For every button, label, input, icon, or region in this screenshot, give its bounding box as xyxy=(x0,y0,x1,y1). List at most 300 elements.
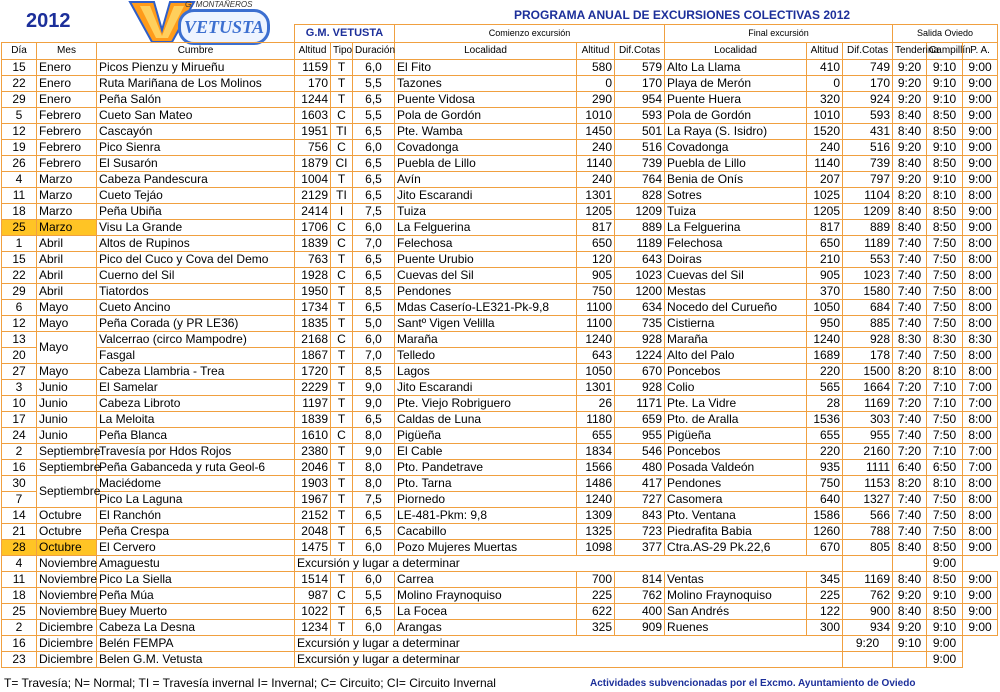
cell-cumbre: Cascayón xyxy=(97,124,295,140)
cell-hora: 7:50 xyxy=(927,412,963,428)
cell-num: 763 xyxy=(295,252,331,268)
cell-loc: Carrea xyxy=(395,572,577,588)
cell-cumbre: El Cervero xyxy=(97,540,295,556)
cell-num: 1004 xyxy=(295,172,331,188)
cell-hora: 9:20 xyxy=(893,92,927,108)
table-row xyxy=(2,204,998,220)
cell-cumbre: Cueto Tejáo xyxy=(97,188,295,204)
cell-num: 1260 xyxy=(807,524,843,540)
cell-hora: 9:10 xyxy=(927,140,963,156)
cell-num: 1205 xyxy=(807,204,843,220)
cell-tipo: C xyxy=(331,140,353,156)
cell-day: 12 xyxy=(2,316,37,332)
cell-cumbre: Peña Blanca xyxy=(97,428,295,444)
cell-mes: Mayo xyxy=(37,316,97,332)
cell-mes: Octubre xyxy=(37,508,97,524)
cell-hora: 8:00 xyxy=(963,188,998,204)
cell-hora: 8:40 xyxy=(893,572,927,588)
cell-num: 1500 xyxy=(843,364,893,380)
table-row xyxy=(2,556,998,572)
cell-num: 950 xyxy=(807,316,843,332)
cell-loc: Puente Vidosa xyxy=(395,92,577,108)
cell-num: 1950 xyxy=(295,284,331,300)
cell-tipo: T xyxy=(331,620,353,636)
cell-tipo: T xyxy=(331,460,353,476)
cell-day: 26 xyxy=(2,156,37,172)
cell-loc: Maraña xyxy=(665,332,807,348)
cell-hora: 8:00 xyxy=(963,492,998,508)
cell-tipo: T xyxy=(331,300,353,316)
cell-loc: Pigüeña xyxy=(395,428,577,444)
cell-num: 345 xyxy=(807,572,843,588)
table-row xyxy=(2,76,998,92)
cell-num: 670 xyxy=(615,364,665,380)
cell-num: 1475 xyxy=(295,540,331,556)
table-row xyxy=(2,364,998,380)
cell-num: 788 xyxy=(843,524,893,540)
table-row xyxy=(2,124,998,140)
cell-cumbre: Peña Gabanceda y ruta Geol-6 xyxy=(97,460,295,476)
cell-num: 1689 xyxy=(807,348,843,364)
cell-hora: 9:00 xyxy=(963,604,998,620)
cell-dur: 5,5 xyxy=(353,588,395,604)
table-row xyxy=(2,524,998,540)
cell-loc: Mdas Caserío-LE321-Pk-9,8 xyxy=(395,300,577,316)
cell-mes: Noviembre xyxy=(37,572,97,588)
cell-num: 1586 xyxy=(807,508,843,524)
table-row xyxy=(2,428,998,444)
cell-num: 1928 xyxy=(295,268,331,284)
cell-dur: 8,0 xyxy=(353,428,395,444)
cell-dur: 6,5 xyxy=(353,188,395,204)
cell-num: 1240 xyxy=(807,332,843,348)
cell-num: 700 xyxy=(577,572,615,588)
cell-num: 1098 xyxy=(577,540,615,556)
table-row xyxy=(2,380,998,396)
cell-tipo: I xyxy=(331,204,353,220)
cell-hora: 8:50 xyxy=(927,156,963,172)
cell-day: 22 xyxy=(2,268,37,284)
cell-cumbre: Pico La Laguna xyxy=(97,492,295,508)
cell-tipo: T xyxy=(331,316,353,332)
cell-hora: 9:10 xyxy=(927,588,963,604)
table-row xyxy=(2,236,998,252)
column-header: Dif.Cotas xyxy=(615,43,665,60)
cell-num: 2160 xyxy=(843,444,893,460)
cell-num: 225 xyxy=(807,588,843,604)
table-row xyxy=(2,620,998,636)
cell-hora: 7:00 xyxy=(963,396,998,412)
cell-num: 735 xyxy=(615,316,665,332)
cell-hora: 9:00 xyxy=(963,620,998,636)
cell-dur: 5,0 xyxy=(353,316,395,332)
cell-dur: 6,0 xyxy=(353,332,395,348)
cell-loc: Nocedo del Curueño xyxy=(665,300,807,316)
cell-hora: 8:50 xyxy=(927,124,963,140)
cell-dur: 9,0 xyxy=(353,396,395,412)
cell-tipo: T xyxy=(331,572,353,588)
cell-dur: 5,5 xyxy=(353,76,395,92)
cell-day: 23 xyxy=(2,652,37,668)
cell-mes: Septiembre xyxy=(37,444,97,460)
cell-hora: 6:50 xyxy=(927,460,963,476)
cell-num: 1309 xyxy=(577,508,615,524)
cell-dur: 6,5 xyxy=(353,92,395,108)
cell-num: 1171 xyxy=(615,396,665,412)
cell-tipo: T xyxy=(331,508,353,524)
cell-tipo: T xyxy=(331,76,353,92)
cell-num: 1301 xyxy=(577,380,615,396)
cell-day: 10 xyxy=(2,396,37,412)
cell-num: 750 xyxy=(807,476,843,492)
cell-num: 0 xyxy=(577,76,615,92)
cell-hora: 9:20 xyxy=(893,60,927,76)
cell-tipo: T xyxy=(331,92,353,108)
cell-num: 240 xyxy=(807,140,843,156)
column-header: Tipo xyxy=(331,43,353,60)
cell-loc: Poncebos xyxy=(665,364,807,380)
cell-num: 905 xyxy=(807,268,843,284)
cell-loc: Pto. Ventana xyxy=(665,508,807,524)
cell-hora: 7:40 xyxy=(893,508,927,524)
cell-num: 225 xyxy=(577,588,615,604)
cell-num: 955 xyxy=(615,428,665,444)
cell-num: 1022 xyxy=(295,604,331,620)
cell-loc: Avín xyxy=(395,172,577,188)
cell-day: 1 xyxy=(2,236,37,252)
cell-hora: 8:00 xyxy=(963,476,998,492)
cell-dur: 7,0 xyxy=(353,348,395,364)
cell-loc: Pto. Tarna xyxy=(395,476,577,492)
table-row xyxy=(2,140,998,156)
cell-hora: 8:00 xyxy=(963,236,998,252)
cell-num: 1169 xyxy=(843,396,893,412)
cell-hora: 7:40 xyxy=(893,348,927,364)
cell-mes: Mayo xyxy=(37,332,97,364)
cell-num: 1050 xyxy=(577,364,615,380)
cell-num: 1189 xyxy=(843,236,893,252)
cell-hora: 7:00 xyxy=(963,380,998,396)
cell-num: 762 xyxy=(843,588,893,604)
cell-cumbre: Cabeza La Desna xyxy=(97,620,295,636)
column-header: Campillín xyxy=(927,43,963,60)
cell-num: 643 xyxy=(615,252,665,268)
cell-mes: Enero xyxy=(37,92,97,108)
cell-cumbre: Picos Pienzu y Mirueñu xyxy=(97,60,295,76)
cell-hora: 8:20 xyxy=(893,476,927,492)
cell-hora: 9:20 xyxy=(893,620,927,636)
cell-loc: Molino Fraynoquiso xyxy=(665,588,807,604)
cell-num: 2168 xyxy=(295,332,331,348)
cell-num: 739 xyxy=(615,156,665,172)
cell-num: 1951 xyxy=(295,124,331,140)
cell-num: 1835 xyxy=(295,316,331,332)
cell-num: 1301 xyxy=(577,188,615,204)
cell-hora: 8:30 xyxy=(893,332,927,348)
cell-tipo: CI xyxy=(331,156,353,172)
cell-loc: Santº Vigen Velilla xyxy=(395,316,577,332)
cell-tipo: T xyxy=(331,492,353,508)
cell-hora: 8:30 xyxy=(927,332,963,348)
cell-hora: 7:50 xyxy=(927,508,963,524)
cell-hora: 7:40 xyxy=(893,524,927,540)
cell-hora: 8:50 xyxy=(927,572,963,588)
cell-tipo: T xyxy=(331,444,353,460)
cell-num: 1514 xyxy=(295,572,331,588)
cell-day: 13 xyxy=(2,332,37,348)
cell-num: 593 xyxy=(843,108,893,124)
cell-hora xyxy=(843,652,893,668)
cell-hora: 7:40 xyxy=(893,236,927,252)
cell-num: 684 xyxy=(843,300,893,316)
cell-hora: 8:40 xyxy=(893,108,927,124)
cell-dur: 6,0 xyxy=(353,620,395,636)
cell-cumbre: El Susarón xyxy=(97,156,295,172)
cell-dur: 8,5 xyxy=(353,284,395,300)
cell-tipo: T xyxy=(331,476,353,492)
table-row xyxy=(2,604,998,620)
cell-cumbre: Pico Sienra xyxy=(97,140,295,156)
cell-num: 170 xyxy=(615,76,665,92)
cell-num: 643 xyxy=(577,348,615,364)
cell-num: 480 xyxy=(615,460,665,476)
cell-mes: Mayo xyxy=(37,300,97,316)
cell-loc: El Cable xyxy=(395,444,577,460)
cell-note: Excursión y lugar a determinar xyxy=(295,652,843,668)
cell-tipo: TI xyxy=(331,124,353,140)
cell-hora: 9:00 xyxy=(963,124,998,140)
cell-num: 516 xyxy=(843,140,893,156)
cell-hora: 9:20 xyxy=(843,636,893,652)
cell-loc: Pigüeña xyxy=(665,428,807,444)
cell-num: 26 xyxy=(577,396,615,412)
cell-loc: LE-481-Pkm: 9,8 xyxy=(395,508,577,524)
page-title: PROGRAMA ANUAL DE EXCURSIONES COLECTIVAS 2012 xyxy=(514,8,851,22)
cell-hora: 8:30 xyxy=(963,332,998,348)
cell-loc: Pto. de Aralla xyxy=(665,412,807,428)
cell-loc: Mestas xyxy=(665,284,807,300)
cell-num: 934 xyxy=(843,620,893,636)
cell-dur: 6,5 xyxy=(353,508,395,524)
cell-num: 1580 xyxy=(843,284,893,300)
cell-num: 1189 xyxy=(615,236,665,252)
cell-loc: Cacabillo xyxy=(395,524,577,540)
cell-num: 1159 xyxy=(295,60,331,76)
cell-mes: Febrero xyxy=(37,156,97,172)
cell-hora: 9:00 xyxy=(963,540,998,556)
cell-day: 4 xyxy=(2,556,37,572)
cell-tipo: C xyxy=(331,220,353,236)
cell-dur: 6,5 xyxy=(353,412,395,428)
cell-mes: Mayo xyxy=(37,364,97,380)
cell-hora: 7:50 xyxy=(927,492,963,508)
cell-mes: Abril xyxy=(37,236,97,252)
cell-day: 21 xyxy=(2,524,37,540)
cell-day: 7 xyxy=(2,492,37,508)
cell-hora: 9:00 xyxy=(963,172,998,188)
cell-mes: Diciembre xyxy=(37,636,97,652)
cell-hora: 8:00 xyxy=(963,348,998,364)
cell-num: 1140 xyxy=(577,156,615,172)
cell-num: 580 xyxy=(577,60,615,76)
cell-loc: Puebla de Lillo xyxy=(395,156,577,172)
cell-num: 2152 xyxy=(295,508,331,524)
cell-num: 817 xyxy=(807,220,843,236)
cell-dur: 6,0 xyxy=(353,60,395,76)
cell-num: 1197 xyxy=(295,396,331,412)
cell-loc: Alto del Palo xyxy=(665,348,807,364)
cell-hora: 7:20 xyxy=(893,380,927,396)
cell-loc: Cistierna xyxy=(665,316,807,332)
cell-tipo: C xyxy=(331,588,353,604)
cell-day: 2 xyxy=(2,444,37,460)
cell-hora: 8:40 xyxy=(893,156,927,172)
cell-tipo: T xyxy=(331,60,353,76)
cell-num: 2046 xyxy=(295,460,331,476)
cell-num: 622 xyxy=(577,604,615,620)
cell-note: Excursión y lugar a determinar xyxy=(295,636,843,652)
cell-hora: 7:50 xyxy=(927,284,963,300)
cell-day: 5 xyxy=(2,108,37,124)
cell-loc: Caldas de Luna xyxy=(395,412,577,428)
column-header: Dif.Cotas xyxy=(843,43,893,60)
table-row xyxy=(2,476,998,492)
cell-hora: 7:40 xyxy=(893,492,927,508)
cell-day: 15 xyxy=(2,60,37,76)
cell-num: 2380 xyxy=(295,444,331,460)
cell-dur: 7,0 xyxy=(353,236,395,252)
cell-num: 640 xyxy=(807,492,843,508)
cell-loc: Cuevas del Sil xyxy=(665,268,807,284)
cell-num: 1111 xyxy=(843,460,893,476)
cell-num: 1050 xyxy=(807,300,843,316)
cell-num: 1879 xyxy=(295,156,331,172)
cell-num: 122 xyxy=(807,604,843,620)
cell-num: 817 xyxy=(577,220,615,236)
cell-num: 1325 xyxy=(577,524,615,540)
cell-hora: 7:40 xyxy=(893,284,927,300)
cell-num: 987 xyxy=(295,588,331,604)
cell-loc: Alto La Llama xyxy=(665,60,807,76)
cell-hora: 9:10 xyxy=(893,636,927,652)
cell-tipo: T xyxy=(331,396,353,412)
cell-num: 1209 xyxy=(615,204,665,220)
cell-hora: 9:00 xyxy=(963,156,998,172)
cell-hora: 9:00 xyxy=(963,588,998,604)
table-row xyxy=(2,316,998,332)
cell-loc: Pto. Pandetrave xyxy=(395,460,577,476)
cell-hora: 8:00 xyxy=(963,412,998,428)
cell-num: 1209 xyxy=(843,204,893,220)
cell-hora: 8:00 xyxy=(963,252,998,268)
cell-hora: 7:50 xyxy=(927,428,963,444)
table-row xyxy=(2,268,998,284)
table-row xyxy=(2,540,998,556)
cell-cumbre: Fasgal xyxy=(97,348,295,364)
cell-loc: Jito Escarandi xyxy=(395,188,577,204)
cell-num: 659 xyxy=(615,412,665,428)
cell-hora: 9:20 xyxy=(893,140,927,156)
cell-loc: Lagos xyxy=(395,364,577,380)
cell-num: 1010 xyxy=(577,108,615,124)
cell-day: 16 xyxy=(2,636,37,652)
cell-dur: 5,5 xyxy=(353,108,395,124)
cell-hora: 9:10 xyxy=(927,76,963,92)
cell-num: 565 xyxy=(807,380,843,396)
cell-loc: Covadonga xyxy=(665,140,807,156)
table-row xyxy=(2,252,998,268)
cell-dur: 8,5 xyxy=(353,364,395,380)
cell-hora: 7:00 xyxy=(963,444,998,460)
cell-hora: 9:10 xyxy=(927,60,963,76)
cell-dur: 8,0 xyxy=(353,460,395,476)
group-header-row xyxy=(2,25,998,43)
cell-hora: 8:00 xyxy=(963,316,998,332)
cell-num: 516 xyxy=(615,140,665,156)
cell-mes: Marzo xyxy=(37,188,97,204)
cell-hora: 7:40 xyxy=(893,412,927,428)
cell-hora: 8:00 xyxy=(963,268,998,284)
cell-num: 2414 xyxy=(295,204,331,220)
cell-hora: 7:10 xyxy=(927,444,963,460)
cell-day: 25 xyxy=(2,220,37,236)
cell-loc: Doiras xyxy=(665,252,807,268)
cell-loc: Colio xyxy=(665,380,807,396)
cell-num: 1240 xyxy=(577,332,615,348)
cell-num: 1720 xyxy=(295,364,331,380)
cell-num: 290 xyxy=(577,92,615,108)
cell-hora: 7:40 xyxy=(893,268,927,284)
cell-mes: Octubre xyxy=(37,524,97,540)
cell-num: 178 xyxy=(843,348,893,364)
cell-dur: 7,5 xyxy=(353,204,395,220)
cell-loc: Pendones xyxy=(395,284,577,300)
cell-cumbre: Belén FEMPA xyxy=(97,636,295,652)
cell-mes: Septiembre xyxy=(37,476,97,508)
cell-mes: Febrero xyxy=(37,108,97,124)
cell-num: 1140 xyxy=(807,156,843,172)
cell-num: 1734 xyxy=(295,300,331,316)
cell-hora: 7:40 xyxy=(893,252,927,268)
cell-hora: 9:00 xyxy=(963,220,998,236)
cell-num: 170 xyxy=(295,76,331,92)
cell-hora: 7:50 xyxy=(927,236,963,252)
cell-num: 650 xyxy=(577,236,615,252)
cell-num: 566 xyxy=(843,508,893,524)
column-header: Altitud xyxy=(295,43,331,60)
table-row xyxy=(2,188,998,204)
cell-loc: Piornedo xyxy=(395,492,577,508)
column-header: Tenderina xyxy=(893,43,927,60)
cell-num: 764 xyxy=(615,172,665,188)
cell-num: 1023 xyxy=(615,268,665,284)
cell-day: 15 xyxy=(2,252,37,268)
cell-hora: 7:00 xyxy=(963,460,998,476)
cell-num: 370 xyxy=(807,284,843,300)
cell-loc: Tuiza xyxy=(395,204,577,220)
cell-hora: 9:10 xyxy=(927,92,963,108)
group-end: Final excursión xyxy=(665,25,893,43)
cell-day: 6 xyxy=(2,300,37,316)
cell-loc: La Felguerina xyxy=(665,220,807,236)
cell-hora: 9:00 xyxy=(963,572,998,588)
cell-num: 0 xyxy=(807,76,843,92)
table-row xyxy=(2,460,998,476)
cell-dur: 6,5 xyxy=(353,524,395,540)
cell-day: 29 xyxy=(2,92,37,108)
cell-day: 29 xyxy=(2,284,37,300)
cell-num: 431 xyxy=(843,124,893,140)
